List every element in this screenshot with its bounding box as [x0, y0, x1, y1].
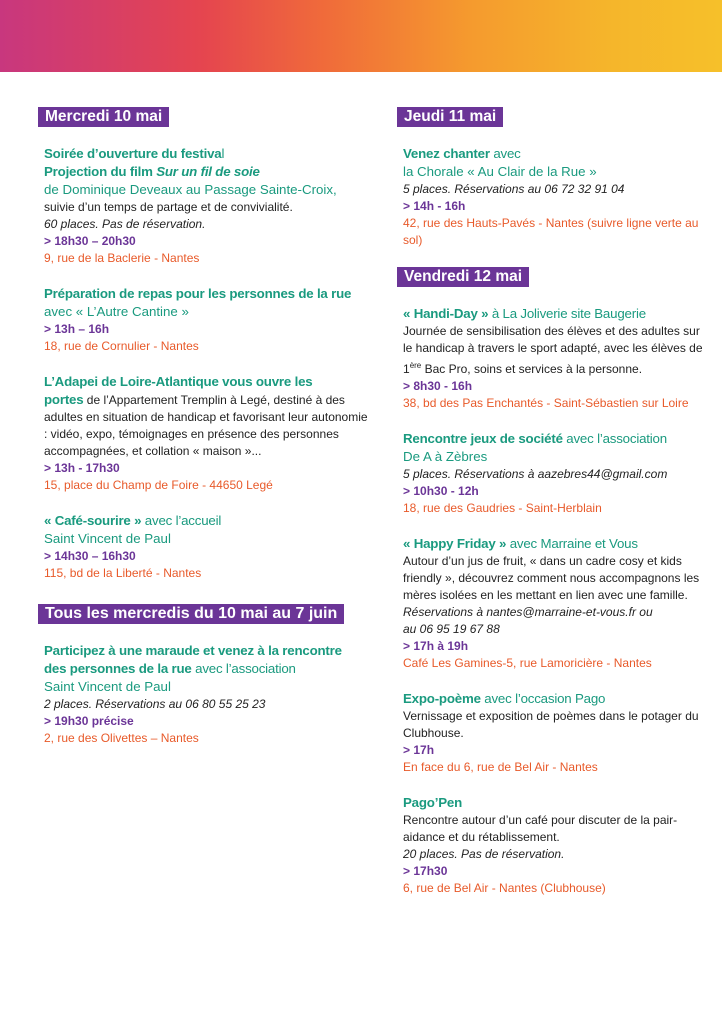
- day-header-tous-les-mercredis: Tous les mercredis du 10 mai au 7 juin: [38, 604, 344, 624]
- event-title: Soirée d’ouverture du festival: [44, 146, 225, 161]
- right-column: [397, 107, 707, 915]
- event-subtitle: la Chorale « Au Clair de la Rue »: [403, 164, 597, 179]
- event-title: Venez chanter avec: [403, 146, 521, 161]
- event-info: 2 places. Réservations au 06 80 55 25 23: [44, 697, 266, 711]
- event-happy-friday: [397, 535, 707, 672]
- event-address: 15, place du Champ de Foire - 44650 Legé: [44, 478, 273, 492]
- event-title: « Handi-Day » à La Joliverie site Baugerie: [403, 306, 646, 321]
- event-handi-day: [397, 305, 707, 412]
- event-time: > 17h: [403, 743, 435, 757]
- event-time: > 10h30 - 12h: [403, 484, 479, 498]
- event-title: Participez à une maraude et venez à la rencontre: [44, 643, 342, 658]
- event-subtitle: Saint Vincent de Paul: [44, 531, 171, 546]
- event-address: 18, rue des Gaudries - Saint-Herblain: [403, 501, 602, 515]
- event-time: > 14h - 16h: [403, 199, 466, 213]
- event-info: 5 places. Réservations à aazebres44@gmail.com: [403, 467, 668, 481]
- event-subtitle: Saint Vincent de Paul: [44, 679, 171, 694]
- event-address: 38, bd des Pas Enchantés - Saint-Sébastien sur Loire: [403, 396, 689, 410]
- day-header-jeudi: Jeudi 11 mai: [397, 107, 503, 127]
- event-venez-chanter: [397, 145, 707, 249]
- event-time: > 14h30 – 16h30: [44, 549, 136, 563]
- event-time: > 17h30: [403, 864, 448, 878]
- event-address: 115, bd de la Liberté - Nantes: [44, 566, 202, 580]
- event-address: En face du 6, rue de Bel Air - Nantes: [403, 760, 598, 774]
- event-info: Réservations à nantes@marraine-et-vous.fr ou: [403, 605, 653, 619]
- event-time: > 13h – 16h: [44, 322, 110, 336]
- event-preparation-repas: [38, 285, 368, 355]
- event-address: Café Les Gamines-5, rue Lamoricière - Nantes: [403, 656, 652, 670]
- event-address: 42, rue des Hauts-Pavés - Nantes (suivre ligne verte au sol): [403, 216, 699, 247]
- event-description: suivie d’un temps de partage et de convivialité.: [44, 200, 293, 214]
- event-adapei: [38, 373, 368, 494]
- event-subtitle: avec « L’Autre Cantine »: [44, 304, 189, 319]
- event-title-film: Projection du film Sur un fil de soie: [44, 164, 260, 179]
- day-header-vendredi: Vendredi 12 mai: [397, 267, 529, 287]
- event-expo-poeme: [397, 690, 707, 776]
- event-title: « Café-sourire » avec l’accueil: [44, 513, 222, 528]
- event-title: Rencontre jeux de société avec l’association: [403, 431, 667, 446]
- event-title: Expo-poème avec l’occasion Pago: [403, 691, 606, 706]
- event-description: portes de l’Appartement Tremplin à Legé, destiné à des adultes en situation de handicap et favorisant leur autonomie : vidéo, expo, témoignages en présence des personnes accompagnées, et collation « maison »...: [44, 392, 368, 458]
- event-address: 6, rue de Bel Air - Nantes (Clubhouse): [403, 881, 606, 895]
- event-jeux-de-societe: [397, 430, 707, 517]
- header-gradient-banner: [0, 0, 722, 72]
- event-soiree-ouverture: [38, 145, 368, 267]
- event-description: Journée de sensibilisation des élèves et des adultes sur le handicap à travers le sport adapté, avec les élèves de 1ère Bac Pro, soins et services à la personne.: [403, 324, 703, 376]
- event-time: > 18h30 – 20h30: [44, 234, 136, 248]
- event-cafe-sourire: [38, 512, 368, 582]
- event-description: Vernissage et exposition de poèmes dans le potager du Clubhouse.: [403, 709, 699, 740]
- event-time: > 17h à 19h: [403, 639, 469, 653]
- event-title: « Happy Friday » avec Marraine et Vous: [403, 536, 638, 551]
- event-title: Préparation de repas pour les personnes de la rue: [44, 286, 352, 301]
- event-info: 60 places. Pas de réservation.: [44, 217, 206, 231]
- event-info: 20 places. Pas de réservation.: [403, 847, 565, 861]
- event-info-phone: au 06 95 19 67 88: [403, 622, 500, 636]
- event-time: > 13h - 17h30: [44, 461, 120, 475]
- event-address: 2, rue des Olivettes – Nantes: [44, 731, 199, 745]
- event-time: > 8h30 - 16h: [403, 379, 473, 393]
- event-description: Rencontre autour d’un café pour discuter de la pair-aidance et du rétablissement.: [403, 813, 678, 844]
- event-info: 5 places. Réservations au 06 72 32 91 04: [403, 182, 625, 196]
- event-description: Autour d’un jus de fruit, « dans un cadre cosy et kids friendly », découvrez comment nous accompagnons les mères isolées en les mettant en lien avec une famille.: [403, 554, 700, 602]
- event-title-line2: des personnes de la rue avec l’association: [44, 661, 296, 676]
- event-subtitle: de Dominique Deveaux au Passage Sainte-Croix,: [44, 182, 337, 197]
- event-subtitle: De A à Zèbres: [403, 449, 488, 464]
- event-address: 18, rue de Cornulier - Nantes: [44, 339, 199, 353]
- event-address: 9, rue de la Baclerie - Nantes: [44, 251, 200, 265]
- day-header-mercredi: Mercredi 10 mai: [38, 107, 169, 127]
- event-title: L’Adapei de Loire-Atlantique vous ouvre les: [44, 374, 313, 389]
- event-title: Pago’Pen: [403, 795, 462, 810]
- event-pago-pen: [397, 794, 707, 897]
- event-maraude: [38, 642, 368, 747]
- event-time: > 19h30 précise: [44, 714, 134, 728]
- left-column: [38, 107, 368, 765]
